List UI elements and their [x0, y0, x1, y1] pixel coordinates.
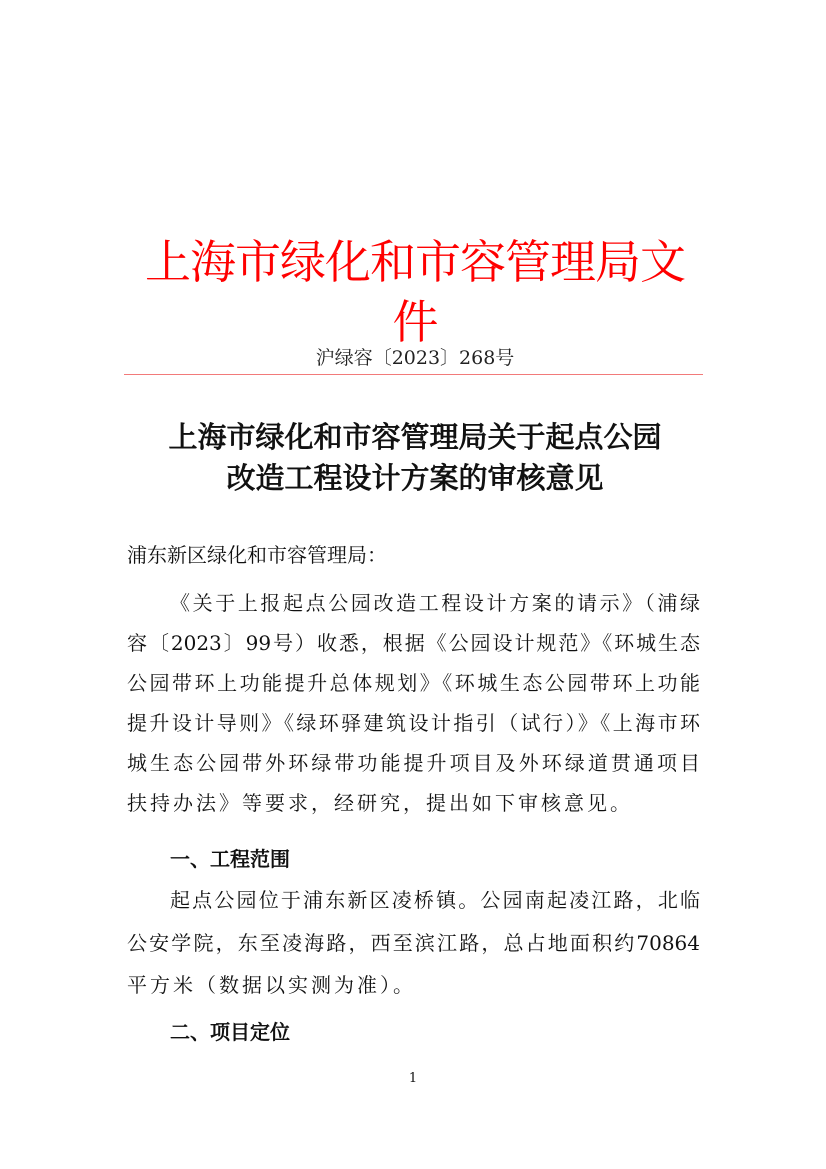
paragraph-line: 起点公园位于浦东新区凌桥镇。公园南起凌江路，北临	[170, 888, 700, 912]
paragraph-line: 城生态公园带外环绿带功能提升项目及外环绿道贯通项目	[127, 751, 700, 775]
red-divider	[124, 374, 703, 375]
subject-line-1: 上海市绿化和市容管理局关于起点公园	[168, 420, 662, 454]
subject-line-2: 改造工程设计方案的审核意见	[226, 461, 604, 495]
section-heading-scope: 一、工程范围	[170, 847, 290, 871]
addressee: 浦东新区绿化和市容管理局：	[127, 543, 387, 567]
paragraph-line: 容〔2023〕99号）收悉，根据《公园设计规范》《环城生态	[127, 631, 700, 655]
paragraph-line: 平方米（数据以实测为准）。	[127, 973, 416, 997]
paragraph-line: 《关于上报起点公园改造工程设计方案的请示》（浦绿	[170, 591, 700, 615]
paragraph-line: 扶持办法》等要求，经研究，提出如下审核意见。	[127, 791, 633, 815]
issuer-title: 上海市绿化和市容管理局文件	[145, 235, 685, 349]
paragraph-line: 提升设计导则》《绿环驿建筑设计指引（试行）》《上海市环	[127, 711, 700, 735]
page-number: 1	[408, 1071, 418, 1086]
section-heading-positioning: 二、项目定位	[170, 1020, 290, 1044]
paragraph-line: 公园带环上功能提升总体规划》《环城生态公园带环上功能	[127, 671, 700, 695]
document-number: 沪绿容〔2023〕268号	[315, 347, 515, 369]
paragraph-line: 公安学院，东至凌海路，西至滨江路，总占地面积约70864	[127, 931, 700, 955]
